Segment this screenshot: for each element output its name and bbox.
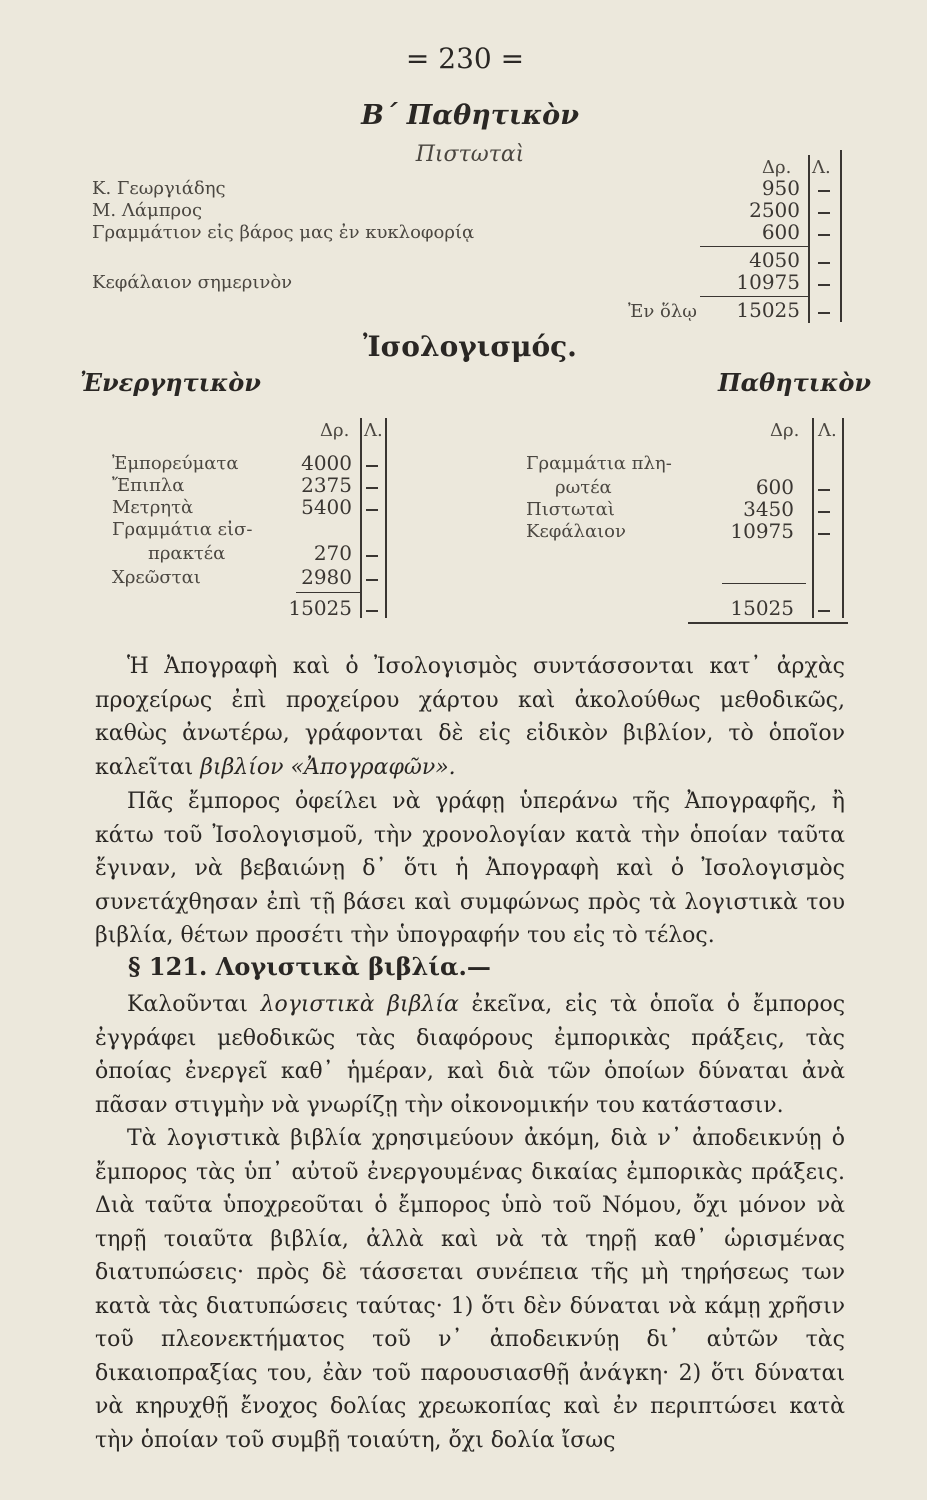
- paragraph-1-italic: βιβλίον «Ἀπογραφῶν».: [200, 754, 456, 780]
- assets-col-l: Λ.: [364, 420, 383, 441]
- section-b-col-dr: Δρ.: [762, 157, 792, 178]
- assets-total-line: [296, 592, 360, 593]
- section-b-right-rule: [840, 150, 842, 322]
- paragraph-3-rest: ἐκεῖνα, εἰς τὰ ὁποῖα ὁ ἔμπορος ἐγγράφει μεθοδικῶς τὰς διαφόρους ἐμπορικὰς πράξεις, τὰς ὁποίας ἐνεργεῖ καθ᾽ ἡμέραν, καὶ διὰ τῶν ὁποίων δύναται ἀνὰ πᾶσαν στιγμὴν νὰ γνωρίζῃ τὴν οἰκονομικήν του κατάστασιν.: [95, 992, 846, 1118]
- paragraph-3-italic: λογιστικὰ βιβλία: [260, 992, 459, 1017]
- liabilities-heading: Παθητικὸν: [718, 368, 872, 397]
- section-b-lepta-dash: [818, 190, 830, 192]
- assets-heading: Ἐνεργητικὸν: [80, 368, 261, 397]
- liability-lepta-dash: [818, 489, 830, 491]
- asset-label: Ἐμπορεύματα: [112, 453, 239, 474]
- section-b-lepta-dash: [818, 262, 830, 264]
- section-b-total-value: 15025: [736, 298, 800, 322]
- asset-lepta-dash: [366, 465, 378, 467]
- section-b-row-value: 2500: [749, 198, 800, 222]
- section-121-heading: § 121. Λογιστικὰ βιβλία.—: [128, 952, 491, 981]
- asset-label: Μετρητὰ: [112, 497, 194, 518]
- section-b-capital-label: Κεφάλαιον σημερινὸν: [92, 272, 293, 293]
- section-b-title: Β΄ Παθητικὸν: [361, 100, 579, 131]
- liabilities-col-dr: Δρ.: [770, 420, 800, 441]
- section-b-row-label: Μ. Λάμπρος: [92, 200, 203, 221]
- asset-lepta-dash: [366, 579, 378, 581]
- liability-label: Κεφάλαιον: [526, 521, 626, 542]
- section-b-subtitle: Πιστωταὶ: [415, 142, 525, 167]
- liabilities-total: 15025: [730, 596, 794, 620]
- asset-value: 4000: [301, 451, 352, 475]
- liabilities-double-rule: [688, 622, 848, 624]
- assets-right-rule: [385, 418, 387, 618]
- liability-value: 3450: [743, 497, 794, 521]
- liabilities-col-rule: [812, 418, 814, 618]
- section-b-lepta-dash: [818, 312, 830, 314]
- liabilities-right-rule: [842, 418, 844, 618]
- liability-value: 600: [755, 475, 794, 499]
- section-b-row-label: Γραμμάτιον εἰς βάρος μας ἐν κυκλοφορίᾳ: [92, 222, 475, 243]
- section-b-row-label: Κ. Γεωργιάδης: [92, 178, 226, 199]
- assets-total: 15025: [288, 596, 352, 620]
- section-b-subtotal: 4050: [749, 248, 800, 272]
- section-b-col-l: Λ.: [812, 157, 831, 178]
- paragraph-3-start: Καλοῦνται: [127, 992, 248, 1017]
- asset-lepta-dash: [366, 555, 378, 557]
- asset-label: Χρεῶσται: [112, 567, 201, 588]
- liability-value: 10975: [730, 519, 794, 543]
- liability-lepta-dash: [818, 511, 830, 513]
- section-b-lepta-dash: [818, 284, 830, 286]
- asset-lepta-dash: [366, 509, 378, 511]
- asset-value: 2980: [301, 565, 352, 589]
- paragraph-2: Πᾶς ἔμπορος ὀφείλει νὰ γράφῃ ὑπεράνω τῆς Ἀπογραφῆς, ἢ κάτω τοῦ Ἰσολογισμοῦ, τὴν χρονολογίαν κατὰ τὴν ὁποίαν ταῦτα ἔγιναν, νὰ βεβαιώνῃ δ᾽ ὅτι ἡ Ἀπογραφὴ καὶ ὁ Ἰσολογισμὸς συνετάχθησαν ἐπὶ τῇ βάσει καὶ συμφώνως πρὸς τὰ λογιστικὰ του βιβλία, θέτων προσέτι τὴν ὑπογραφήν του εἰς τὸ τέλος.: [95, 789, 845, 948]
- asset-label-cont: πρακτέα: [148, 543, 226, 564]
- paragraph-1-text: Ἡ Ἀπογραφὴ καὶ ὁ Ἰσολογισμὸς συντάσσονται κατ᾽ ἀρχὰς προχείρως ἐπὶ προχείρου χάρτου καὶ ἀκολούθως μεθοδικῶς, καθὼς ἀνωτέρω, γράφονται δὲ εἰς εἰδικὸν βιβλίον, τὸ ὁποῖον καλεῖται: [95, 654, 845, 780]
- liability-label-cont: ρωτέα: [555, 477, 612, 498]
- section-b-subtotal-line: [700, 246, 808, 247]
- liability-lepta-dash: [818, 610, 830, 612]
- asset-lepta-dash: [366, 487, 378, 489]
- section-b-total-line: [700, 296, 808, 297]
- liability-lepta-dash: [818, 533, 830, 535]
- balance-title: Ἰσολογισμός.: [363, 330, 577, 363]
- asset-label: Ἔπιπλα: [112, 475, 185, 496]
- asset-value: 5400: [301, 495, 352, 519]
- liability-label: Γραμμάτια πλη-: [526, 453, 672, 474]
- paragraph-4: Τὰ λογιστικὰ βιβλία χρησιμεύουν ἀκόμη, διὰ ν᾽ ἀποδεικνύῃ ὁ ἔμπορος τὰς ὑπ᾽ αὐτοῦ ἐνεργουμένας δικαίας ἐμπορικὰς πράξεις. Διὰ ταῦτα ὑποχρεοῦται ὁ ἔμπορος ὑπὸ τοῦ Νόμου, ὄχι μόνον νὰ τηρῇ τοιαῦτα βιβλία, ἀλλὰ καὶ νὰ τὰ τηρῇ καθ᾽ ὡρισμένας διατυπώσεις· πρὸς δὲ τάσσεται συνέπεια τῆς μὴ τηρήσεως των κατὰ τὰς διατυπώσεις ταύτας· 1) ὅτι δὲν δύναται νὰ κάμῃ χρῆσιν τοῦ πλεονεκτήματος τοῦ ν᾽ ἀποδεικνύῃ δι᾽ αὐτῶν τὰς δικαιοπραξίας του, ἐὰν τοῦ παρουσιασθῇ ἀνάγκη· 2) ὅτι δύναται νὰ κηρυχθῇ ἔνοχος δολίας χρεωκοπίας καὶ ἐν περιπτώσει κατὰ τὴν ὁποίαν τοῦ συμβῇ τοιαύτη, ὄχι δολία ἴσως: [95, 1126, 845, 1453]
- asset-lepta-dash: [366, 610, 378, 612]
- paragraph-1: [95, 650, 845, 784]
- liability-label: Πιστωταὶ: [526, 499, 615, 520]
- asset-value: 270: [313, 541, 352, 565]
- section-b-row-value: 950: [761, 176, 800, 200]
- liabilities-total-line: [722, 583, 806, 584]
- assets-col-rule: [360, 418, 362, 618]
- section-b-col-rule: [808, 155, 810, 323]
- page-number: = 230 =: [405, 42, 525, 75]
- section-b-capital-value: 10975: [736, 270, 800, 294]
- asset-label: Γραμμάτια εἰσ-: [112, 519, 253, 540]
- assets-col-dr: Δρ.: [320, 420, 350, 441]
- section-b-row-value: 600: [761, 220, 800, 244]
- section-b-lepta-dash: [818, 212, 830, 214]
- asset-value: 2375: [301, 473, 352, 497]
- section-b-lepta-dash: [818, 234, 830, 236]
- liabilities-col-l: Λ.: [818, 420, 837, 441]
- paragraph-3: [95, 988, 845, 1122]
- section-b-total-label: Ἐν ὅλῳ: [628, 301, 697, 322]
